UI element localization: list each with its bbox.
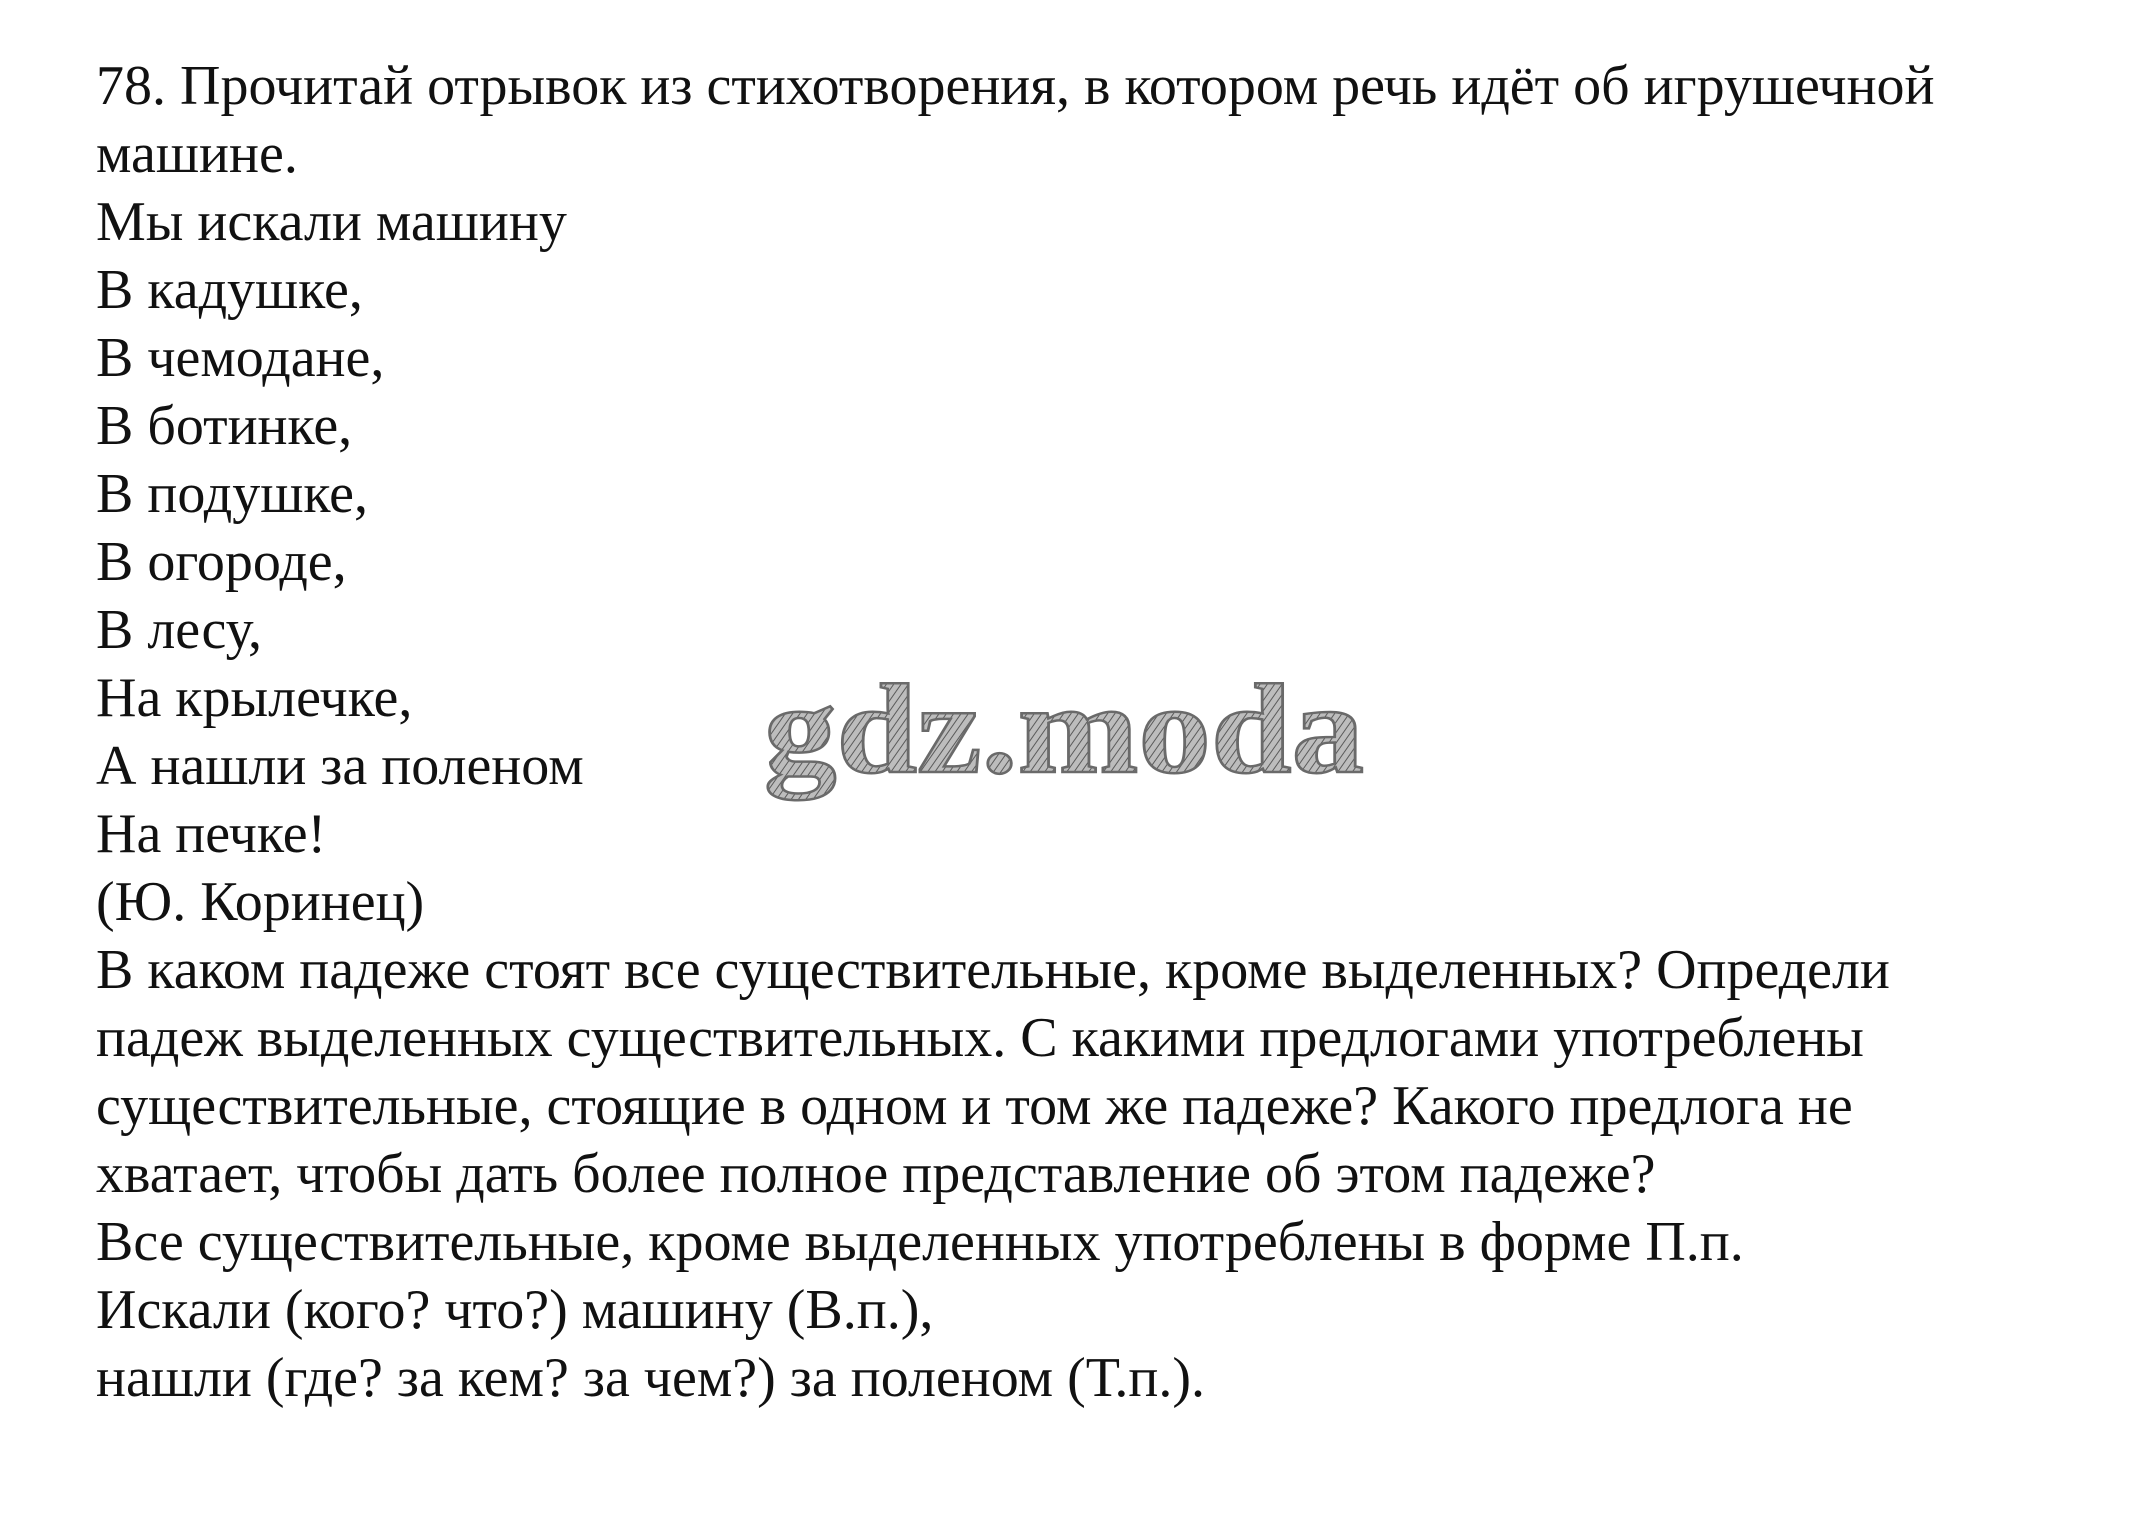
poem-line: На крылечке, bbox=[96, 667, 413, 729]
poem-line: В подушке, bbox=[96, 463, 368, 525]
poem-line: Мы искали машину bbox=[96, 191, 567, 253]
task-heading-line-2: машине. bbox=[96, 123, 298, 185]
watermark-logo bbox=[758, 658, 1378, 818]
answer-line: Искали (кого? что?) машину (В.п.), bbox=[96, 1279, 934, 1341]
watermark-text: gdz.moda bbox=[764, 658, 1364, 800]
poem-line: В лесу, bbox=[96, 599, 263, 661]
task-heading-line-1: 78. Прочитай отрывок из стихотворения, в котором речь идёт об игрушечной bbox=[96, 55, 1935, 117]
poem-line: В огороде, bbox=[96, 531, 347, 593]
poem-line: А нашли за поленом bbox=[96, 735, 584, 797]
poem-line: В кадушке, bbox=[96, 259, 363, 321]
poem-line: На печке! bbox=[96, 803, 327, 865]
answer-line: Все существительные, кроме выделенных употреблены в форме П.п. bbox=[96, 1211, 1744, 1273]
poem-line: В чемодане, bbox=[96, 327, 385, 389]
poem-line: В ботинке, bbox=[96, 395, 353, 457]
question-line: падеж выделенных существительных. С какими предлогами употреблены bbox=[96, 1007, 1864, 1069]
answer-line: нашли (где? за кем? за чем?) за поленом (Т.п.). bbox=[96, 1347, 1205, 1409]
watermark-graphic bbox=[758, 658, 1378, 818]
question-line: существительные, стоящие в одном и том же падеже? Какого предлога не bbox=[96, 1075, 1853, 1137]
question-line: хватает, чтобы дать более полное представление об этом падеже? bbox=[96, 1143, 1656, 1205]
question-line: В каком падеже стоят все существительные, кроме выделенных? Определи bbox=[96, 939, 1890, 1001]
poem-author: (Ю. Коринец) bbox=[96, 871, 425, 933]
